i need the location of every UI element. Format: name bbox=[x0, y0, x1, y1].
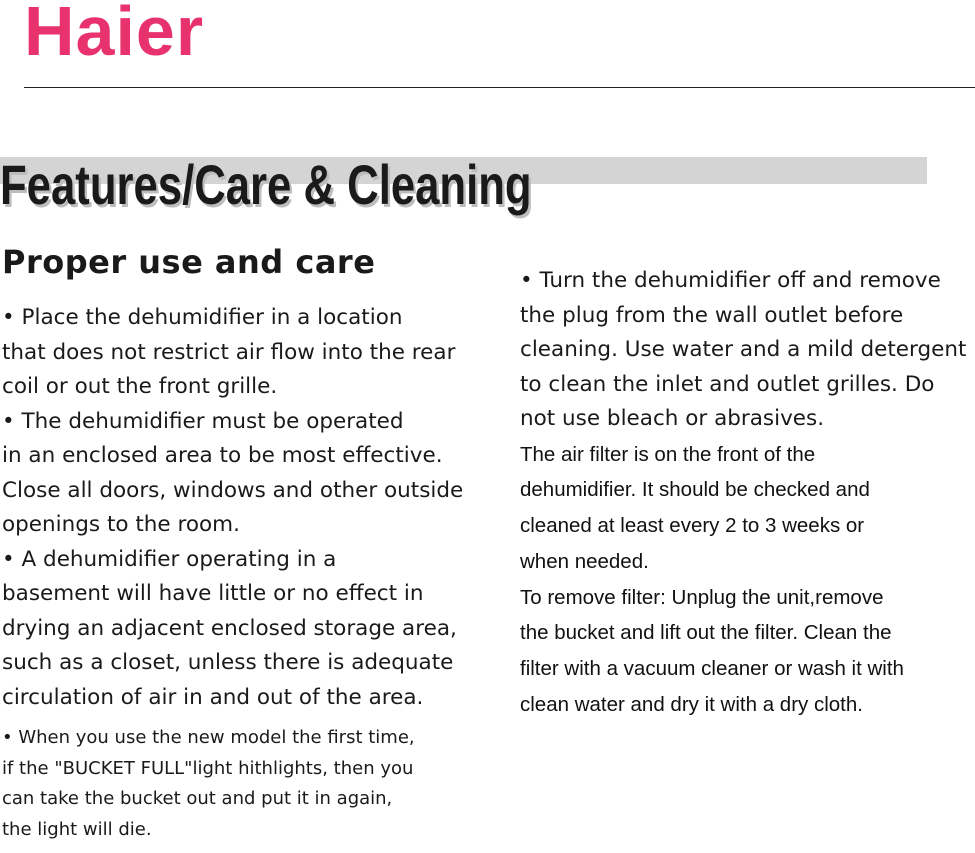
header-divider bbox=[24, 87, 975, 88]
filter-text-line: cleaned at least every 2 to 3 weeks or bbox=[520, 514, 865, 538]
left-column bbox=[2, 301, 464, 845]
right-text-line: not use bleach or abrasives. bbox=[520, 406, 825, 431]
haier-logo: Haier bbox=[24, 0, 205, 70]
filter-text-line: clean water and dry it with a dry cloth. bbox=[520, 693, 863, 717]
filter-text-line: when needed. bbox=[520, 549, 649, 573]
note-text-line: can take the bucket out and put it in again, bbox=[2, 788, 393, 809]
left-text-line: • Place the dehumidifier in a location bbox=[2, 305, 403, 330]
left-text-line: Close all doors, windows and other outside bbox=[2, 477, 464, 503]
left-text-line: that does not restrict air flow into the rear bbox=[2, 339, 456, 365]
left-text-line: openings to the room. bbox=[2, 512, 240, 537]
left-text-line: • The dehumidifier must be operated bbox=[2, 408, 404, 434]
left-text-line: such as a closet, unless there is adequate bbox=[2, 650, 454, 675]
filter-text-line: To remove filter: Unplug the unit,remove bbox=[520, 585, 884, 609]
right-text-line: • Turn the dehumidifier off and remove bbox=[520, 268, 941, 293]
left-text-line: drying an adjacent enclosed storage area, bbox=[2, 615, 457, 641]
section-subtitle: Proper use and care bbox=[2, 243, 376, 281]
filter-instructions bbox=[520, 437, 975, 723]
left-text-line: • A dehumidifier operating in a bbox=[2, 546, 337, 572]
filter-text-line: The air filter is on the front of the bbox=[520, 442, 816, 466]
bucket-full-note bbox=[2, 723, 452, 845]
left-text-line: in an enclosed area to be most effective. bbox=[2, 443, 443, 468]
right-text-line: the plug from the wall outlet before bbox=[520, 302, 904, 328]
page-title: Features/Care & Cleaning bbox=[0, 153, 532, 216]
right-text-line: to clean the inlet and outlet grilles. Do bbox=[520, 371, 935, 397]
note-text-line: if the "BUCKET FULL"light hithlights, then you bbox=[2, 757, 414, 779]
right-column bbox=[520, 264, 975, 723]
filter-text-line: dehumidifier. It should be checked and bbox=[520, 478, 870, 502]
note-text-line: the light will die. bbox=[2, 818, 152, 840]
note-text-line: • When you use the new model the first time, bbox=[2, 727, 415, 748]
left-text-line: basement will have little or no effect in bbox=[2, 581, 424, 606]
left-text-line: coil or out the front grille. bbox=[2, 374, 278, 399]
right-text-line: cleaning. Use water and a mild detergent bbox=[520, 337, 967, 362]
filter-text-line: the bucket and lift out the filter. Clean the bbox=[520, 621, 892, 645]
filter-text-line: filter with a vacuum cleaner or wash it with bbox=[520, 657, 904, 681]
left-text-line: circulation of air in and out of the area. bbox=[2, 684, 424, 710]
